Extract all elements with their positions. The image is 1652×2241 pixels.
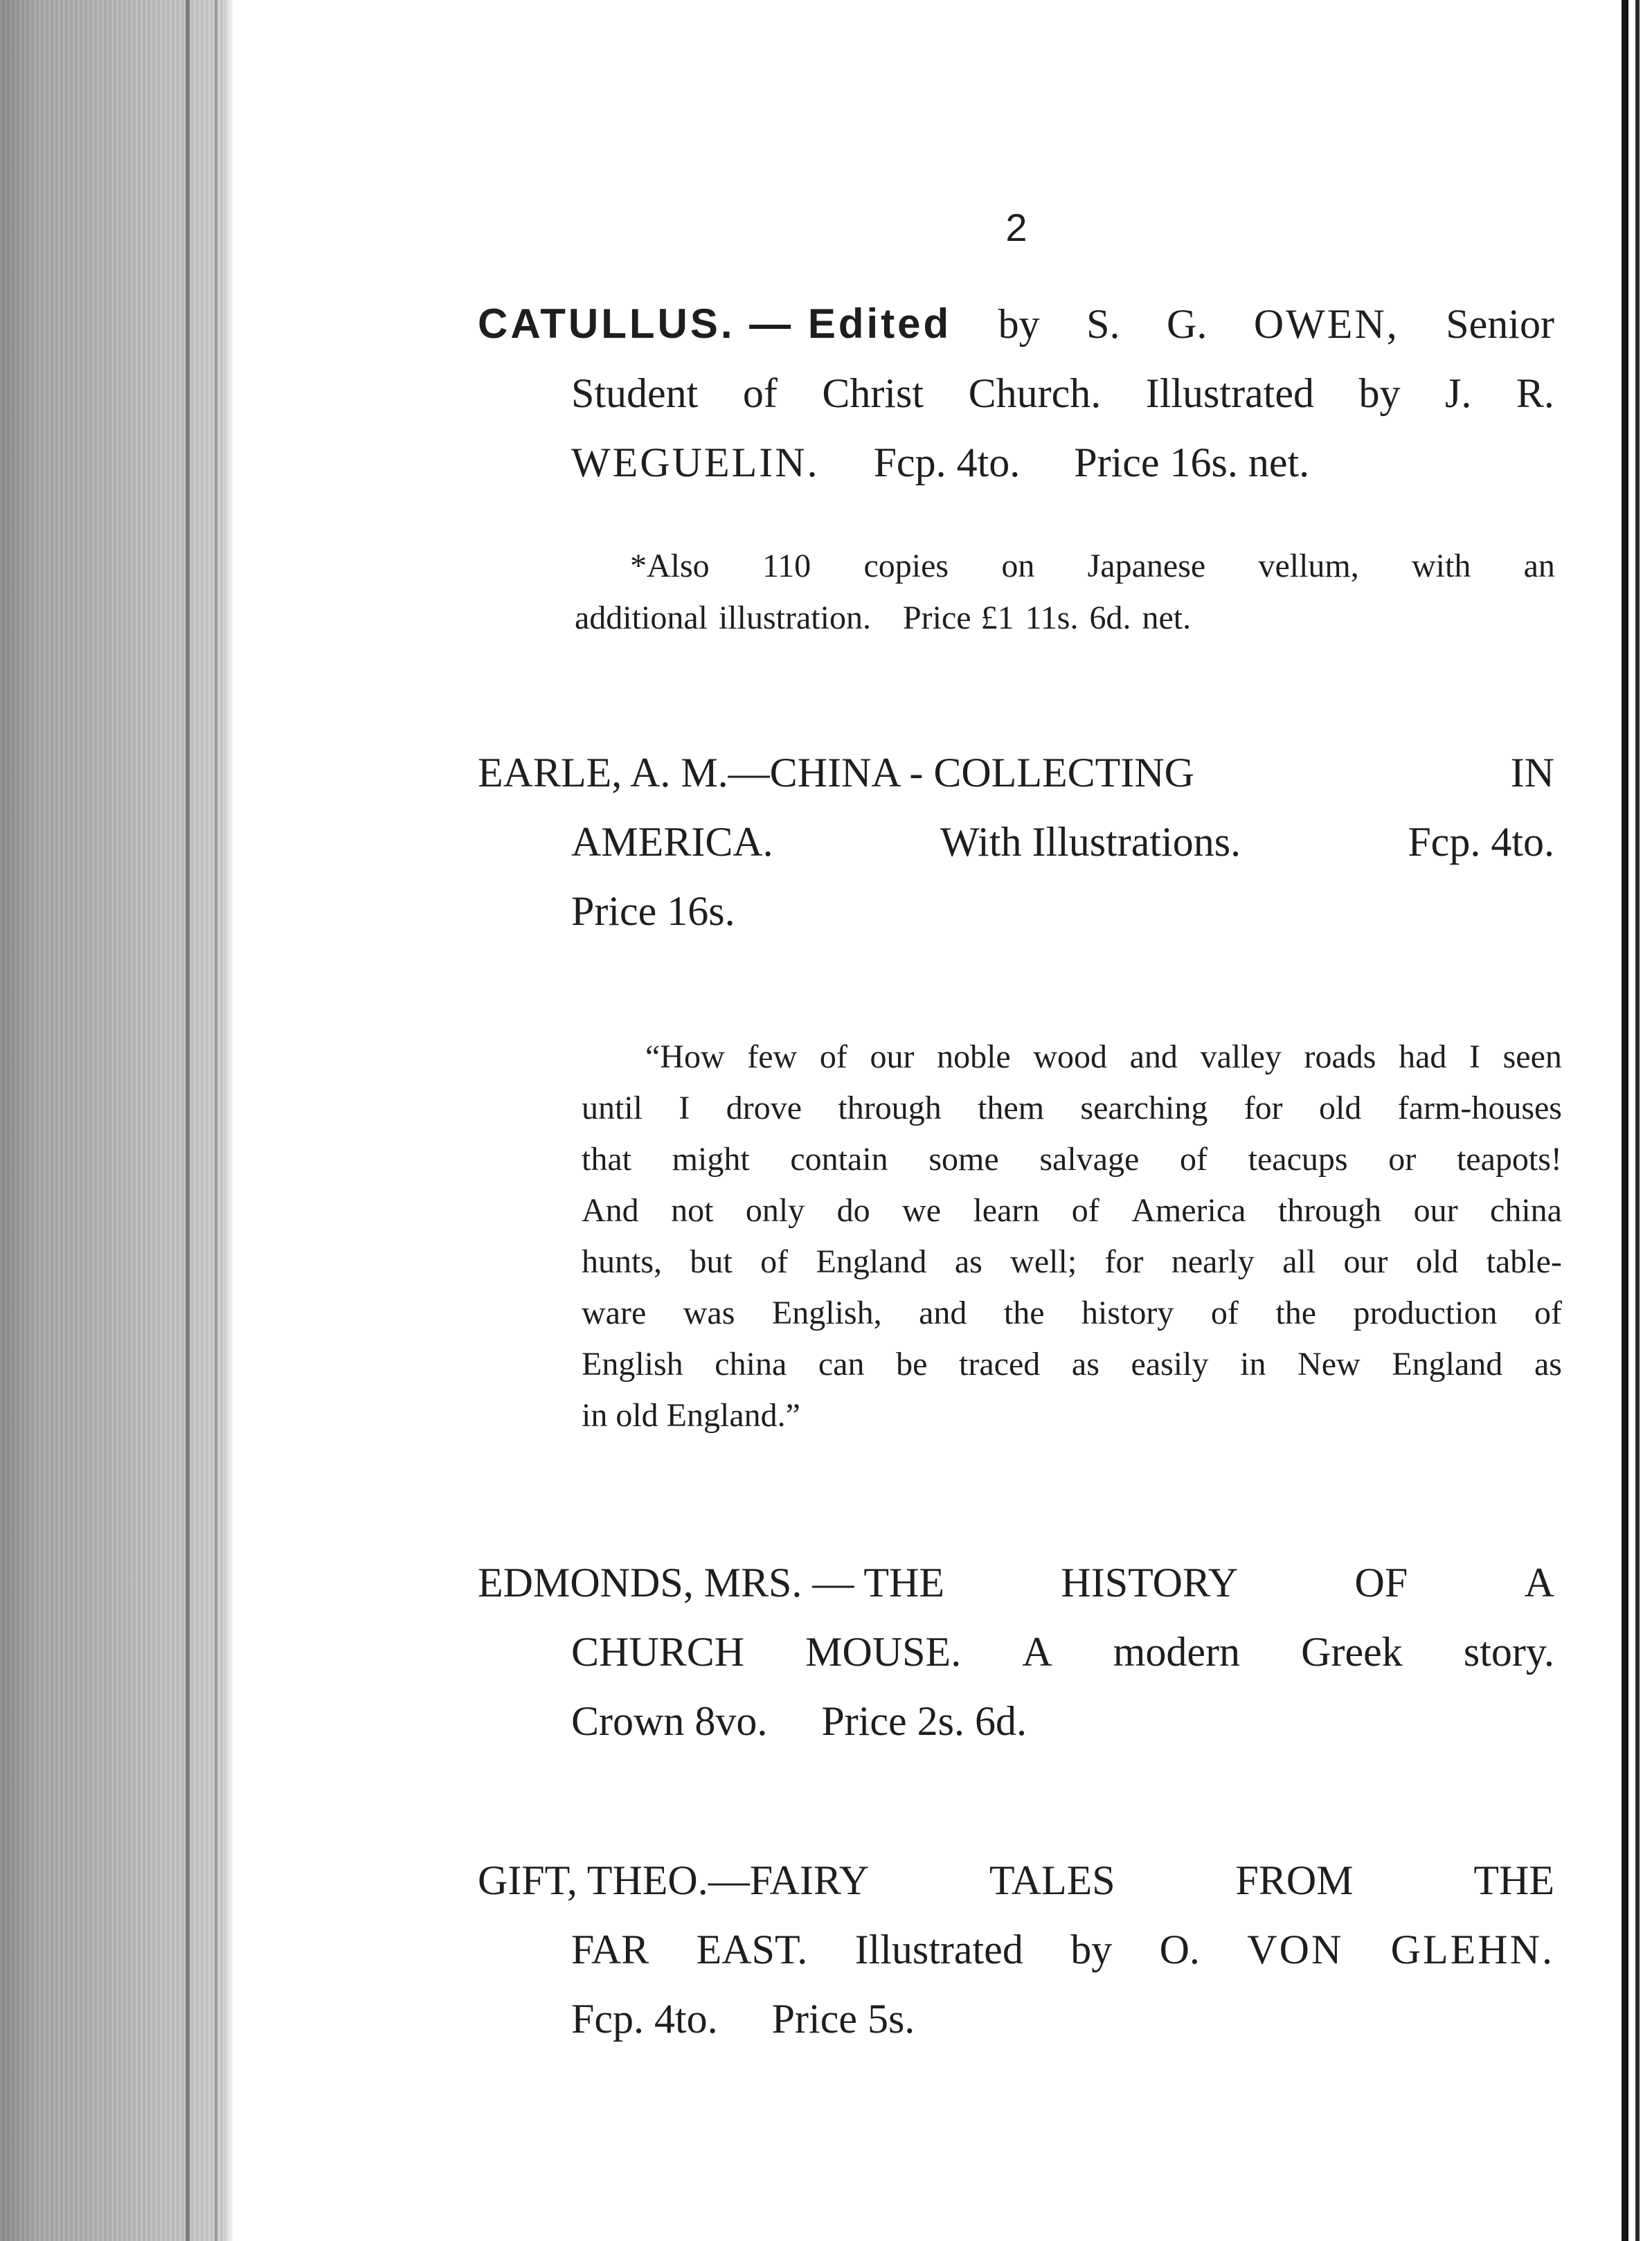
entry-word: Student (571, 370, 699, 416)
note-word: Japanese (1087, 548, 1206, 584)
entry-word: story. (1463, 1629, 1554, 1675)
quote-word: English (582, 1346, 683, 1383)
entry-word: by (1070, 1927, 1113, 1972)
entry-line (478, 1984, 1554, 2053)
quote-word: was (683, 1295, 735, 1331)
quote-word: had (1399, 1038, 1447, 1075)
quote-word: be (896, 1346, 928, 1383)
quote-word: might (672, 1141, 750, 1178)
entry-word: IN (1510, 750, 1554, 795)
quote-word: of (1071, 1192, 1099, 1229)
entry-word: CHURCH (571, 1629, 745, 1675)
quote-word: as (1071, 1346, 1099, 1383)
quote-word: England (816, 1243, 927, 1280)
binding-texture (0, 0, 228, 2241)
quote-word: as (1534, 1346, 1562, 1383)
quote-word: them (978, 1090, 1045, 1126)
quote-word: of (760, 1243, 789, 1280)
quote-word: history (1081, 1295, 1174, 1331)
page-edge (1622, 0, 1628, 2241)
entry-word: Christ (822, 370, 924, 416)
quote-word: or (1388, 1141, 1417, 1178)
quote-word: table- (1486, 1243, 1562, 1280)
entry-word: O. (1159, 1927, 1200, 1972)
quote-word: as (954, 1243, 982, 1280)
quote-word: of (819, 1038, 847, 1075)
quote-word: easily (1131, 1346, 1209, 1383)
quote-word: learn (973, 1192, 1040, 1229)
note-word: 110 (762, 548, 811, 584)
quote-word: contain (790, 1141, 888, 1178)
entry-word: Senior (1446, 301, 1554, 347)
page-gutter (226, 0, 233, 2241)
note-word: illustration. (718, 600, 871, 636)
format: Crown 8vo. (571, 1698, 768, 1744)
quote-word: we (902, 1192, 942, 1229)
entry-word: Illustrated (1145, 370, 1314, 416)
quote-word: I (1469, 1038, 1480, 1075)
quote-line (582, 1288, 1562, 1339)
catalogue-entry-edmonds (478, 1548, 1554, 1756)
entry-word: by (998, 301, 1040, 347)
quote-word: traced (959, 1346, 1041, 1383)
review-quote (582, 1032, 1562, 1441)
note-word: vellum, (1258, 548, 1359, 584)
quote-word: of (1179, 1141, 1207, 1178)
entry-heading-line (478, 289, 1554, 359)
quote-word: I (679, 1090, 690, 1126)
quote-word: not (671, 1192, 714, 1229)
quote-word: England (1392, 1346, 1503, 1383)
entry-heading-line (478, 1548, 1554, 1617)
note-word: with (1412, 548, 1471, 584)
quote-word: roads (1304, 1038, 1376, 1075)
entry-word: G. (1167, 301, 1207, 347)
quote-line (582, 1083, 1562, 1134)
note-price: net. (1142, 600, 1192, 636)
entry-word: by (1358, 370, 1401, 416)
quote-word: the (1275, 1295, 1317, 1331)
quote-line (582, 1339, 1562, 1390)
quote-word: New (1298, 1346, 1361, 1383)
quote-word: some (928, 1141, 999, 1178)
quote-word: “How (645, 1038, 725, 1075)
quote-word: hunts, (582, 1243, 663, 1280)
quote-word: only (745, 1192, 805, 1229)
catalogue-entry-gift (478, 1846, 1554, 2053)
quote-line (582, 1390, 1562, 1441)
quote-word: that (582, 1141, 631, 1178)
quote-word: in old England.” (582, 1397, 800, 1434)
quote-word: can (818, 1346, 865, 1383)
page-edge (1635, 0, 1640, 2241)
quote-word: well; (1010, 1243, 1077, 1280)
entry-heading: EDMONDS, MRS. — THE (478, 1560, 944, 1605)
entry-word: HISTORY (1061, 1560, 1239, 1605)
note-word: *Also (630, 548, 710, 584)
binding-rule (215, 0, 217, 2241)
quote-word: nearly (1171, 1243, 1255, 1280)
note-price: 6d. (1089, 600, 1131, 636)
entry-word: A (1022, 1629, 1052, 1675)
quote-word: production (1353, 1295, 1498, 1331)
quote-word: few (747, 1038, 798, 1075)
entry-word: A (1524, 1560, 1554, 1605)
price: Price 2s. 6d. (821, 1698, 1027, 1744)
entry-word: modern (1113, 1629, 1241, 1675)
entry-word: OF (1354, 1560, 1408, 1605)
quote-word: do (836, 1192, 870, 1229)
note-word: copies (863, 548, 949, 584)
quote-line (582, 1134, 1562, 1185)
quote-word: until (582, 1090, 643, 1126)
quote-word: wood (1033, 1038, 1107, 1075)
illustrator-name: GLEHN. (1390, 1927, 1554, 1972)
quote-word: for (1104, 1243, 1144, 1280)
quote-word: drove (726, 1090, 802, 1126)
quote-word: And (582, 1192, 639, 1229)
format: Fcp. 4to. (873, 440, 1021, 485)
entry-word: FAR (571, 1927, 649, 1972)
entry-heading-line (478, 1846, 1554, 1915)
entry-word: MOUSE. (805, 1629, 962, 1675)
quote-word: china (1490, 1192, 1562, 1229)
editor-name: OWEN, (1253, 301, 1399, 347)
quote-word: in (1240, 1346, 1266, 1383)
quote-word: seen (1502, 1038, 1562, 1075)
entry-heading: GIFT, THEO.—FAIRY (478, 1857, 870, 1903)
note-word: Price (902, 600, 971, 636)
illustrator-name: WEGUELIN. (571, 440, 820, 485)
entry-word: of (742, 370, 778, 416)
note-price: 11s. (1025, 600, 1079, 636)
entry-line (478, 1686, 1554, 1756)
entry-line (478, 807, 1554, 876)
quote-word: searching (1080, 1090, 1208, 1126)
quote-word: old (1415, 1243, 1459, 1280)
entry-word: TALES (989, 1857, 1115, 1903)
entry-note (575, 540, 1555, 644)
entry-word: S. (1086, 301, 1120, 347)
quote-word: all (1282, 1243, 1316, 1280)
note-price: £1 (980, 600, 1014, 636)
quote-word: farm-houses (1397, 1090, 1562, 1126)
quote-word: English, (771, 1295, 882, 1331)
entry-line (478, 876, 1554, 946)
quote-word: of (1210, 1295, 1239, 1331)
entry-word: Church. (968, 370, 1102, 416)
entry-line (478, 428, 1554, 497)
entry-line (478, 1617, 1554, 1686)
quote-word: our (1343, 1243, 1388, 1280)
quote-word: noble (937, 1038, 1011, 1075)
quote-word: china (715, 1346, 787, 1383)
entry-word: Greek (1301, 1629, 1403, 1675)
quote-line (582, 1032, 1562, 1083)
catalogue-entry-earle (478, 738, 1554, 946)
quote-word: valley (1200, 1038, 1282, 1075)
quote-word: through (838, 1090, 942, 1126)
quote-word: teapots! (1456, 1141, 1562, 1178)
entry-heading-line (478, 738, 1554, 807)
price: Price 16s. net. (1074, 440, 1310, 485)
entry-author: CATULLUS. — Edited (478, 300, 952, 347)
entry-word: J. (1445, 370, 1472, 416)
entry-line (478, 359, 1554, 428)
note-word: on (1001, 548, 1035, 584)
entry-word: EAST. (696, 1927, 808, 1972)
entry-line (478, 1915, 1554, 1984)
quote-word: for (1244, 1090, 1283, 1126)
illustrator-name: VON (1247, 1927, 1344, 1972)
quote-word: and (1129, 1038, 1178, 1075)
quote-word: our (870, 1038, 915, 1075)
note-line (575, 592, 1555, 644)
quote-word: America (1131, 1192, 1246, 1229)
quote-word: through (1277, 1192, 1382, 1229)
entry-word: THE (1473, 1857, 1554, 1903)
note-word: additional (575, 600, 708, 636)
quote-word: salvage (1039, 1141, 1140, 1178)
quote-word: but (690, 1243, 733, 1280)
catalogue-entry-catullus (478, 289, 1554, 497)
note-word: an (1523, 548, 1555, 584)
format: Fcp. 4to. (571, 1996, 718, 2042)
quote-word: the (1003, 1295, 1045, 1331)
quote-word: ware (582, 1295, 647, 1331)
page-number: 2 (1005, 206, 1027, 249)
note-line (575, 540, 1555, 592)
quote-word: teacups (1248, 1141, 1348, 1178)
entry-word: AMERICA. (571, 819, 773, 865)
entry-word: Illustrated (854, 1927, 1023, 1972)
binding-rule (186, 0, 190, 2241)
quote-line (582, 1185, 1562, 1236)
entry-word: FROM (1235, 1857, 1354, 1903)
format: Fcp. 4to. (1408, 819, 1554, 865)
entry-word: With Illustrations. (940, 819, 1241, 865)
price: Price 16s. (571, 888, 735, 934)
entry-heading: EARLE, A. M.—CHINA - COLLECTING (478, 750, 1194, 795)
entry-word: R. (1516, 370, 1554, 416)
quote-word: and (919, 1295, 967, 1331)
quote-line (582, 1236, 1562, 1288)
price: Price 5s. (771, 1996, 915, 2042)
quote-word: our (1413, 1192, 1458, 1229)
quote-word: old (1319, 1090, 1362, 1126)
quote-word: of (1534, 1295, 1562, 1331)
